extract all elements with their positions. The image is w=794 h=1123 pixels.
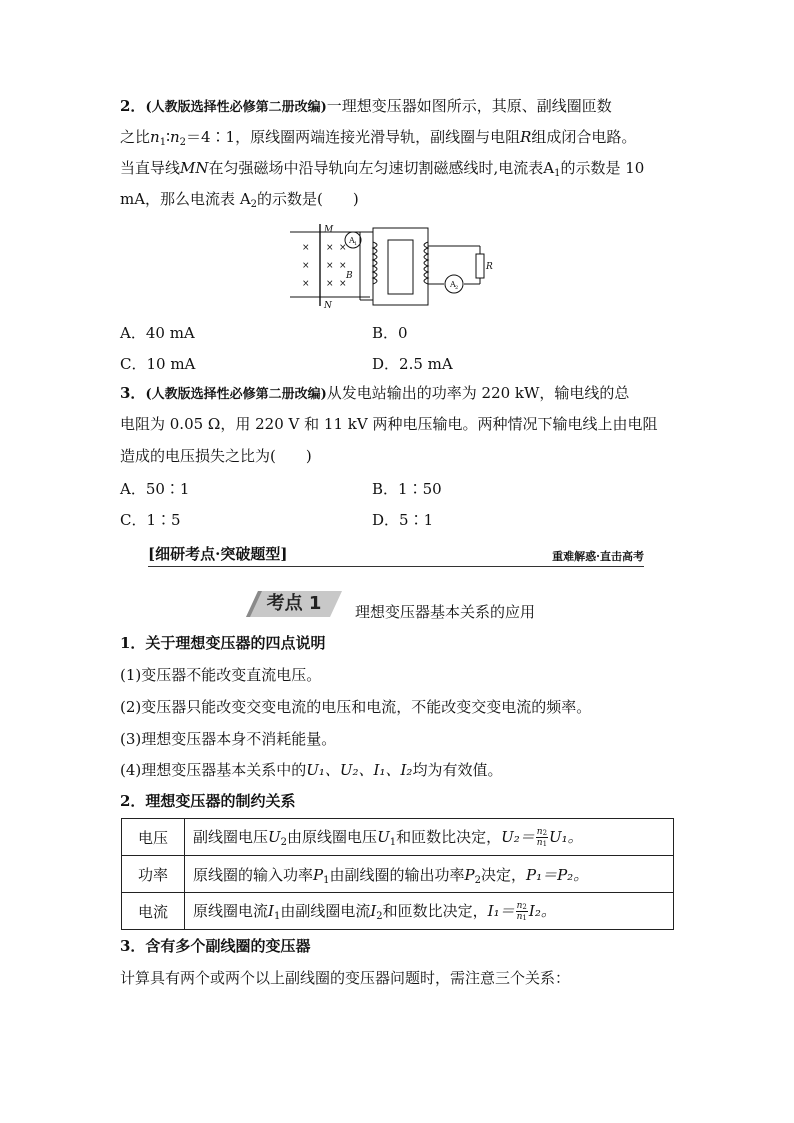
- sub: 1: [554, 168, 561, 179]
- row-text: 决定，: [480, 865, 526, 884]
- q2-text: mA，那么电流表 A: [120, 190, 251, 208]
- var-n: n: [169, 128, 180, 146]
- q2-option-b: B．0: [372, 324, 408, 342]
- point1-item-2: (2)变压器只能改变交变电流的电压和电流，不能改变交变电流的频率。: [120, 698, 592, 716]
- sub: 1: [542, 840, 548, 849]
- sub: 2: [542, 829, 548, 838]
- q2-line4: [120, 188, 359, 210]
- q2-source: (人教版选择性必修第二册改编): [145, 100, 327, 115]
- point1-item-1: (1)变压器不能改变直流电压。: [120, 666, 322, 684]
- row-key: 电压: [122, 819, 185, 856]
- row-result: U₂＝: [501, 827, 535, 846]
- row-desc: [185, 893, 674, 930]
- section-tagline: 重难解惑·直击高考: [552, 550, 644, 563]
- row-result: P₁＝P₂。: [525, 865, 589, 884]
- row-text: 原线圈的输入功率: [193, 865, 314, 884]
- point1-item-4: [120, 759, 502, 781]
- var-MN: MN: [180, 159, 209, 177]
- q3-number: 3．: [120, 384, 146, 402]
- sub: 2: [179, 137, 187, 148]
- row-text: 和匝数比决定，: [396, 827, 502, 846]
- frac-top: n: [516, 901, 523, 912]
- row-text: 由原线圈电压: [287, 827, 378, 846]
- q3-option-d: D．5∶1: [372, 511, 434, 529]
- label-N: N: [324, 301, 332, 311]
- sub: 1: [273, 910, 281, 922]
- row-text: 由副线圈电流: [280, 901, 371, 920]
- row-result-tail: I₂。: [528, 901, 556, 920]
- q2-line3: [120, 157, 644, 179]
- sub: 1: [389, 836, 397, 848]
- frac-top: n: [536, 827, 543, 838]
- row-desc: [185, 856, 674, 893]
- ratio-fraction: [536, 827, 548, 848]
- ratio-fraction: [516, 901, 528, 922]
- q2-text: 在匀强磁场中沿导轨向左匀速切割磁感线时,电流表A: [208, 159, 555, 177]
- q3-line2: 电阻为 0.05 Ω，用 220 V 和 11 kV 两种电压输电。两种情况下输电线上由电阻: [120, 415, 658, 433]
- row-desc: [185, 819, 674, 856]
- sub: 2: [474, 874, 481, 886]
- q3-line1: [120, 382, 629, 406]
- point3-text: 计算具有两个或两个以上副线圈的变压器问题时，需注意三个关系：: [120, 969, 571, 987]
- label-A2: A: [450, 280, 456, 289]
- row-text: 副线圈电压: [193, 827, 269, 846]
- point1-item-3: (3)理想变压器本身不消耗能量。: [120, 730, 337, 748]
- sub: 1: [159, 137, 167, 148]
- q3-line1-text: 从发电站输出的功率为 220 kW，输电线的总: [326, 384, 630, 402]
- q2-text: 的示数是( ): [257, 190, 359, 208]
- q2-text: 的示数是 10: [560, 159, 645, 177]
- cross: ×: [326, 243, 334, 253]
- cross: ×: [339, 243, 347, 253]
- point3-heading: 3．含有多个副线圈的变压器: [120, 937, 311, 955]
- q3-source: (人教版选择性必修第二册改编): [145, 387, 327, 402]
- transformer-figure: [290, 220, 510, 312]
- point1-item-4-text: (4)理想变压器基本关系中的: [120, 761, 307, 779]
- point1-item-4-vars: U₁、U₂、I₁、I₂: [306, 761, 413, 779]
- q2-number: 2．: [120, 97, 146, 115]
- kaodian-banner: [246, 591, 342, 617]
- point1-item-4-text: 均为有效值。: [412, 761, 503, 779]
- section-header: [148, 543, 644, 565]
- kaodian-title: 理想变压器基本关系的应用: [355, 603, 536, 621]
- sub: 1: [323, 874, 330, 886]
- row-text: 和匝数比决定，: [382, 901, 488, 920]
- sub: 2: [522, 903, 527, 912]
- relation-table: [121, 818, 674, 930]
- label-R: R: [486, 262, 493, 272]
- sub: 2: [376, 910, 383, 922]
- row-result-tail: U₁。: [549, 827, 583, 846]
- q2-text: ＝4∶1，原线圈两端连接光滑导轨，副线圈与电阻: [186, 128, 521, 146]
- label-A2-sub: 2: [455, 285, 459, 291]
- point1-heading: 1．关于理想变压器的四点说明: [120, 634, 326, 652]
- var: I: [370, 901, 377, 920]
- row-key: 功率: [122, 856, 185, 893]
- var: U: [268, 827, 281, 846]
- frac-bottom: n: [536, 838, 543, 849]
- table-row: [122, 819, 674, 856]
- var: I: [268, 901, 274, 920]
- table-row: [122, 893, 674, 930]
- q2-text: 当直导线: [120, 159, 181, 177]
- var: P: [313, 865, 324, 884]
- label-M: M: [324, 225, 334, 235]
- sub: 2: [250, 199, 258, 210]
- label-A1: A: [349, 236, 355, 245]
- q2-option-c: C．10 mA: [120, 355, 196, 373]
- var: U: [377, 827, 390, 846]
- label-A1-sub: 1: [354, 241, 358, 247]
- row-text: 原线圈电流: [193, 901, 269, 920]
- row-result: I₁＝: [487, 901, 515, 920]
- var: P: [464, 865, 475, 884]
- cross: ×: [326, 261, 334, 271]
- section-rule: [148, 566, 644, 567]
- cross: ×: [302, 243, 310, 253]
- point2-heading: 2．理想变压器的制约关系: [120, 792, 296, 810]
- q3-option-a: A．50∶1: [120, 480, 190, 498]
- q3-option-b: B．1∶50: [372, 480, 442, 498]
- q3-line3: 造成的电压损失之比为( ): [120, 447, 312, 465]
- kaodian-label: 考点 1: [266, 593, 322, 614]
- sub: 2: [280, 836, 288, 848]
- cross: ×: [326, 279, 334, 289]
- cross: ×: [339, 279, 347, 289]
- cross: ×: [302, 261, 310, 271]
- section-title: [细研考点·突破题型]: [148, 545, 288, 563]
- q2-line2: 之比$n_1∶n_2=4∶1$，原线圈两端连接光滑导轨，副线圈与电阻R组成闭合电路。: [120, 128, 637, 148]
- frac-bottom: n: [516, 912, 523, 923]
- q2-line1-text: 一理想变压器如图所示，其原、副线圈匝数: [326, 97, 612, 115]
- q2-text: 之比: [120, 128, 151, 146]
- sub: 1: [522, 914, 527, 923]
- q2-line1: [120, 95, 612, 119]
- q2-option-d: D．2.5 mA: [372, 355, 453, 373]
- row-key: 电流: [122, 893, 185, 930]
- q3-option-c: C．1∶5: [120, 511, 181, 529]
- table-row: [122, 856, 674, 893]
- q2-text: 组成闭合电路。: [531, 128, 637, 146]
- q2-option-a: A．40 mA: [120, 324, 195, 342]
- cross: ×: [302, 279, 310, 289]
- cross: ×: [339, 261, 347, 271]
- label-B: B: [346, 271, 353, 281]
- row-text: 由副线圈的输出功率: [329, 865, 465, 884]
- var-n: n: [150, 128, 160, 146]
- var-R: R: [520, 128, 532, 146]
